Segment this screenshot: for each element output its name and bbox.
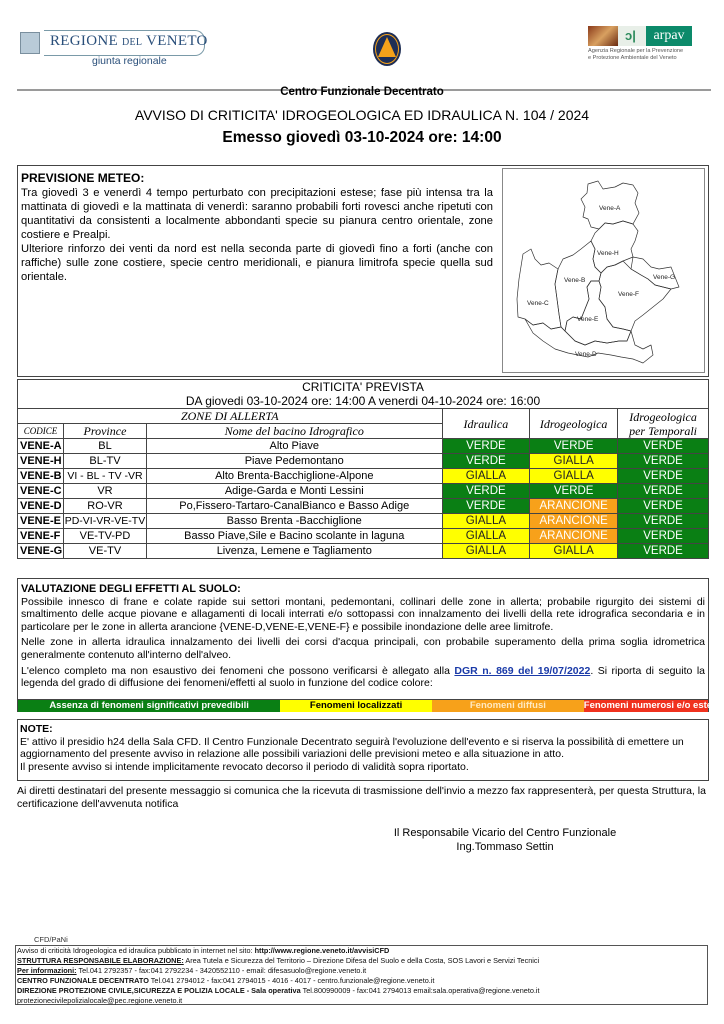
level-temporali: VERDE <box>618 529 709 544</box>
footer-url-link[interactable]: http://www.regione.veneto.it/avvisiCFD <box>254 946 390 955</box>
zone-bacino: Basso Piave,Sile e Bacino scolante in laguna <box>146 529 442 544</box>
level-idraulica: GIALLA <box>442 529 530 544</box>
map-label-vene-e: Vene-E <box>577 316 599 323</box>
map-label-vene-b: Vene-B <box>564 277 586 284</box>
zone-code: VENE-H <box>18 454 64 469</box>
zone-province: PD-VI-VR-VE-TV <box>64 515 146 527</box>
zone-row-vene-g <box>18 544 709 559</box>
zone-province: VE-TV-PD <box>63 529 146 544</box>
level-temporali: VERDE <box>618 499 709 514</box>
note-heading: NOTE: <box>20 723 53 735</box>
level-idraulica: VERDE <box>442 484 530 499</box>
zone-bacino: Basso Brenta -Bacchiglione <box>146 514 442 529</box>
level-temporali: VERDE <box>618 514 709 529</box>
footer-line-6: protezionecivilepolizialocale@pec.regione.veneto.it <box>17 996 183 1005</box>
previsione-heading: PREVISIONE METEO: <box>21 171 145 185</box>
color-legend <box>18 699 720 712</box>
level-idrogeologica: GIALLA <box>530 469 618 484</box>
signature-name: Ing.Tommaso Settin <box>456 841 554 853</box>
level-idraulica: GIALLA <box>442 514 530 529</box>
zone-code: VENE-G <box>18 544 64 559</box>
level-idrogeologica: ARANCIONE <box>530 514 618 529</box>
map-label-vene-d: Vene-D <box>575 351 597 358</box>
note-text <box>20 723 706 773</box>
zone-row-vene-d <box>18 499 709 514</box>
zone-bacino: Po,Fissero-Tartaro-CanalBianco e Basso Adige <box>146 499 442 514</box>
footer-line-5: DIREZIONE PROTEZIONE CIVILE,SICUREZZA E POLIZIA LOCALE - Sala operativa Tel.800990009 - fax:041 2794013 email:sala.operativa@regione.veneto.it <box>17 986 540 995</box>
lion-crest-icon <box>20 32 40 54</box>
previsione-paragraph-2: Ulteriore rinforzo dei venti da nord est nella seconda parte di giovedì fino a forti (anche con raffiche) sulle zone costiere, specie centro meridionali, e pianura limitrofa specie quella sud orientale. <box>21 243 493 283</box>
col-header-codice: CODICE <box>18 424 64 439</box>
alert-zones-map <box>502 168 705 373</box>
zone-code: VENE-A <box>18 439 64 454</box>
lion-image-icon <box>588 26 618 46</box>
protezione-civile-logo <box>373 32 401 66</box>
criticita-table <box>17 379 709 559</box>
level-idrogeologica: GIALLA <box>530 544 618 559</box>
arpav-logo <box>588 26 714 76</box>
org-name: Centro Funzionale Decentrato <box>280 86 444 98</box>
map-label-vene-h: Vene-H <box>597 250 619 257</box>
map-label-vene-g: Vene-G <box>653 274 676 281</box>
zone-code: VENE-D <box>18 499 64 514</box>
footer-line-1: Avviso di criticità Idrogeologica ed idraulica pubblicato in internet nel sito: http://www.regione.veneto.it/avvisiCFD <box>17 946 390 955</box>
level-idraulica: VERDE <box>442 439 530 454</box>
level-idrogeologica: GIALLA <box>530 454 618 469</box>
level-idraulica: GIALLA <box>442 544 530 559</box>
veneto-map <box>503 169 704 372</box>
criticita-period-row <box>18 394 709 409</box>
zone-row-vene-f <box>18 529 709 544</box>
level-temporali: VERDE <box>618 484 709 499</box>
zone-bacino: Alto Brenta-Bacchiglione-Alpone <box>146 469 442 484</box>
level-idraulica: VERDE <box>442 454 530 469</box>
zone-header-row <box>18 409 709 424</box>
signature-block <box>375 826 635 854</box>
zone-bacino: Adige-Garda e Monti Lessini <box>146 484 442 499</box>
footer-line-4: CENTRO FUNZIONALE DECENTRATO Tel.041 2794012 - fax:041 2794015 - 4016 - 4017 - centro.funzionale@regione.veneto.it <box>17 976 435 985</box>
zone-row-vene-h <box>18 454 709 469</box>
level-idraulica: VERDE <box>442 499 530 514</box>
col-header-temporali: Idrogeologica per Temporali <box>618 409 709 439</box>
zone-province: RO-VR <box>63 499 146 514</box>
zone-province: VI - BL - TV -VR <box>63 469 146 484</box>
legend-item: Fenomeni numerosi e/o estesi <box>583 700 720 711</box>
valutazione-paragraph-2: Nelle zone in allerta idraulica innalzamento dei livelli dei corsi d'acqua principali, con probabile superamento della prima soglia idrometrica generalmente contenuto all'interno dell'alveo. <box>21 636 705 661</box>
zone-code: VENE-E <box>18 514 64 529</box>
zone-outline-vene-c <box>517 249 561 329</box>
destinatari-text: Ai diretti destinatari del presente messaggio si comunica che la ricevuta di trasmissione dell'invio a mezzo fax rappresenterà, per questa Struttura, la certificazione dell'avvenuta notifica <box>17 785 706 810</box>
level-temporali: VERDE <box>618 469 709 484</box>
arpav-symbol-icon: ɔ| <box>618 26 646 46</box>
zone-row-vene-e <box>18 514 709 529</box>
level-temporali: VERDE <box>618 454 709 469</box>
document-title: AVVISO DI CRITICITA' IDROGEOLOGICA ED IDRAULICA N. 104 / 2024 <box>134 107 590 123</box>
zone-row-vene-c <box>18 484 709 499</box>
footer-line-2: STRUTTURA RESPONSABILE ELABORAZIONE: Area Tutela e Sicurezza del Territorio – Direzione Difesa del Suolo e della Costa, SOS Lavori e Servizi Tecnici <box>17 956 540 965</box>
zone-di-allerta-header: ZONE DI ALLERTA <box>18 409 443 424</box>
arpav-name: arpav <box>646 26 692 46</box>
legend-item: Fenomeni localizzati <box>280 700 432 712</box>
dgr-link[interactable]: DGR n. 869 del 19/07/2022 <box>454 664 591 677</box>
level-idrogeologica: VERDE <box>530 484 618 499</box>
legend-item: Assenza di fenomeni significativi prevedibili <box>18 700 280 712</box>
region-name: REGIONE DEL VENETO <box>50 33 208 49</box>
zone-province: BL <box>63 439 146 454</box>
arpav-description: Agenzia Regionale per la Prevenzione e Protezione Ambientale del Veneto <box>588 48 684 61</box>
zone-bacino: Piave Pedemontano <box>146 454 442 469</box>
zone-row-vene-b <box>18 469 709 484</box>
signature-role: Il Responsabile Vicario del Centro Funzionale <box>393 827 617 839</box>
zone-row-vene-a <box>18 439 709 454</box>
col-header-province: Province <box>63 424 146 439</box>
valutazione-paragraph-3: L'elenco completo ma non esaustivo dei fenomeni che possono verificarsi è allegato alla DGR n. 869 del 19/07/2022. Si riporta di seguito la legenda del grado di diffusione dei fenomeni/effetti al suolo in funzione del codice colore: <box>21 664 706 690</box>
issued-date: Emesso giovedì 03-10-2024 ore: 14:00 <box>222 129 502 146</box>
level-idrogeologica: ARANCIONE <box>530 529 618 544</box>
zone-code: VENE-C <box>18 484 64 499</box>
footer-text <box>17 946 707 1006</box>
criticita-title-row <box>18 380 709 395</box>
level-idraulica: GIALLA <box>442 469 530 484</box>
zone-province: VR <box>63 484 146 499</box>
criticita-period: DA giovedi 03-10-2024 ore: 14:00 A venerdi 04-10-2024 ore: 16:00 <box>18 394 709 409</box>
map-label-vene-a: Vene-A <box>599 205 621 212</box>
zone-province: BL-TV <box>63 454 146 469</box>
map-label-vene-f: Vene-F <box>618 291 639 298</box>
level-temporali: VERDE <box>618 544 709 559</box>
document-ref: CFD/PaNi <box>34 935 68 944</box>
regione-veneto-logo <box>20 30 208 68</box>
valutazione-heading: VALUTAZIONE DEGLI EFFETTI AL SUOLO: <box>21 583 241 595</box>
level-idrogeologica: ARANCIONE <box>530 499 618 514</box>
level-temporali: VERDE <box>618 439 709 454</box>
level-idrogeologica: VERDE <box>530 439 618 454</box>
previsione-paragraph-1: Tra giovedì 3 e venerdì 4 tempo perturbato con precipitazioni estese; fase più intensa tra la mattinata di giovedì e la mattinata di venerdì: saranno probabili forti rovesci anche ripetuti con quantitativi da consistenti a localmente abbondanti specie su pianura centro orientale, zone costiere e Prealpi. <box>21 187 493 241</box>
valutazione-text <box>21 583 705 693</box>
note-line-1: E' attivo il presidio h24 della Sala CFD. Il Centro Funzionale Decentrato seguirà l'evoluzione dell'evento e si riserva la possibilità di emettere un aggiornamento del presente avviso in relazione alle possibili variazioni delle previsioni meteo e alla situazione in atto. <box>20 735 684 761</box>
col-header-idrogeologica: Idrogeologica <box>530 409 618 439</box>
region-subtitle: giunta regionale <box>92 55 167 67</box>
criticita-title: CRITICITA' PREVISTA <box>18 380 709 395</box>
note-line-2: Il presente avviso si intende implicitamente revocato decorso il periodo di validità sopra riportato. <box>20 760 469 773</box>
zone-code: VENE-B <box>18 469 64 484</box>
zone-bacino: Livenza, Lemene e Tagliamento <box>146 544 442 559</box>
triangle-icon <box>378 37 396 57</box>
zone-province: VE-TV <box>63 544 146 559</box>
legend-item: Fenomeni diffusi <box>432 700 584 712</box>
valutazione-paragraph-1: Possibile innesco di frane e colate rapide sui settori montani, pedemontani, collinari delle zone in allerta; probabile rigurgito dei sistemi di smaltimento delle acque piovane e allagamenti di locali interrati e/o sottopassi con innalzamento dei livelli della rete idrografica secondaria e in particolare per le zone in allerta arancione {VENE-D,VENE-E,VENE-F} e possibile inondazione delle aree limitrofe. <box>21 595 705 633</box>
col-header-bacino: Nome del bacino Idrografico <box>146 424 442 439</box>
footer-line-3: Per informazioni: Tel.041 2792357 - fax:041 2792234 - 3420552110 - email: difesasuolo@regione.veneto.it <box>17 966 367 975</box>
zone-code: VENE-F <box>18 529 64 544</box>
col-header-idraulica: Idraulica <box>442 409 530 439</box>
zone-bacino: Alto Piave <box>146 439 442 454</box>
map-label-vene-c: Vene-C <box>527 300 549 307</box>
previsione-text <box>21 171 493 284</box>
